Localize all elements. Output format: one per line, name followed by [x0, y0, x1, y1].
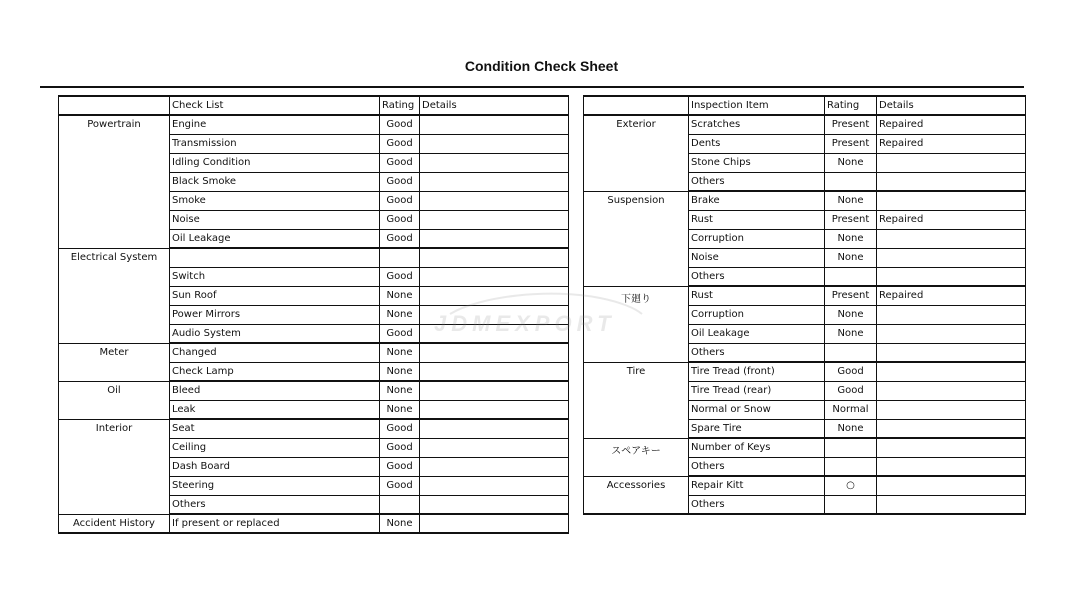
details-cell: [877, 153, 1026, 172]
details-cell: [877, 400, 1026, 419]
table-row: [584, 438, 1026, 457]
table-row: [584, 115, 1026, 134]
rating-cell: Present: [825, 115, 877, 134]
details-cell: [877, 172, 1026, 191]
details-cell: [420, 305, 569, 324]
rating-cell: ○: [825, 476, 877, 495]
details-cell: [877, 248, 1026, 267]
item-cell: Noise: [170, 210, 380, 229]
rating-cell: Good: [825, 381, 877, 400]
details-cell: [877, 381, 1026, 400]
details-cell: [420, 229, 569, 248]
rating-cell: None: [825, 324, 877, 343]
rating-cell: None: [825, 305, 877, 324]
inspection-item-header: Inspection Item: [689, 96, 825, 115]
item-cell: Engine: [170, 115, 380, 134]
watermark-text: JDMEXPORT: [434, 311, 616, 336]
rating-cell: None: [825, 248, 877, 267]
rating-cell: Present: [825, 134, 877, 153]
rating-cell: Good: [380, 153, 420, 172]
item-cell: Switch: [170, 267, 380, 286]
rating-cell: Good: [380, 476, 420, 495]
table-row: [59, 248, 569, 267]
item-cell: Brake: [689, 191, 825, 210]
details-cell: [877, 324, 1026, 343]
details-cell: [420, 267, 569, 286]
rating-header: Rating: [825, 96, 877, 115]
category-cell: スペアキー: [584, 438, 689, 476]
details-cell: [877, 438, 1026, 457]
rating-cell: Good: [380, 134, 420, 153]
rating-cell: Good: [380, 438, 420, 457]
rating-cell: [380, 248, 420, 267]
details-cell: [877, 476, 1026, 495]
item-cell: If present or replaced: [170, 514, 380, 533]
category-cell: Tire: [584, 362, 689, 438]
rating-cell: [825, 267, 877, 286]
item-cell: Rust: [689, 210, 825, 229]
table-row: [59, 343, 569, 362]
details-cell: [420, 400, 569, 419]
details-cell: [877, 191, 1026, 210]
item-cell: Transmission: [170, 134, 380, 153]
item-cell: Sun Roof: [170, 286, 380, 305]
item-cell: Others: [689, 457, 825, 476]
details-header: Details: [420, 96, 569, 115]
rating-cell: [825, 343, 877, 362]
category-cell: Exterior: [584, 115, 689, 191]
details-cell: [420, 286, 569, 305]
rating-cell: Good: [380, 324, 420, 343]
details-cell: [420, 514, 569, 533]
table-row: [59, 514, 569, 533]
details-cell: [420, 419, 569, 438]
table-header-row: [584, 96, 1026, 115]
rating-cell: Good: [380, 172, 420, 191]
details-cell: [420, 248, 569, 267]
rating-cell: [825, 495, 877, 514]
table-row: [59, 381, 569, 400]
rating-cell: None: [825, 419, 877, 438]
details-cell: [877, 419, 1026, 438]
details-cell: Repaired: [877, 286, 1026, 305]
rating-cell: [380, 495, 420, 514]
details-cell: Repaired: [877, 115, 1026, 134]
table-row: [584, 476, 1026, 495]
details-cell: Repaired: [877, 210, 1026, 229]
table-row: [59, 115, 569, 134]
item-cell: Others: [170, 495, 380, 514]
category-cell: Oil: [59, 381, 170, 419]
category-cell: Accident History: [59, 514, 170, 533]
item-cell: Smoke: [170, 191, 380, 210]
item-cell: Others: [689, 495, 825, 514]
details-cell: [420, 457, 569, 476]
item-cell: Leak: [170, 400, 380, 419]
rating-cell: Good: [380, 419, 420, 438]
category-header: [59, 96, 170, 115]
item-cell: Dash Board: [170, 457, 380, 476]
item-cell: Rust: [689, 286, 825, 305]
item-cell: Seat: [170, 419, 380, 438]
details-cell: [420, 191, 569, 210]
category-cell: Meter: [59, 343, 170, 381]
category-cell: Suspension: [584, 191, 689, 286]
details-cell: [420, 324, 569, 343]
table-row: [584, 362, 1026, 381]
category-cell: Powertrain: [59, 115, 170, 248]
item-cell: Stone Chips: [689, 153, 825, 172]
category-cell: Accessories: [584, 476, 689, 514]
category-header: [584, 96, 689, 115]
item-cell: Idling Condition: [170, 153, 380, 172]
item-cell: Tire Tread (front): [689, 362, 825, 381]
details-cell: [877, 457, 1026, 476]
details-cell: [877, 362, 1026, 381]
rating-cell: Good: [380, 267, 420, 286]
details-cell: [877, 267, 1026, 286]
item-cell: Dents: [689, 134, 825, 153]
item-cell: Tire Tread (rear): [689, 381, 825, 400]
details-header: Details: [877, 96, 1026, 115]
rating-cell: None: [380, 286, 420, 305]
rating-cell: Good: [825, 362, 877, 381]
rating-cell: [825, 457, 877, 476]
rating-cell: Normal: [825, 400, 877, 419]
details-cell: [420, 343, 569, 362]
item-cell: Repair Kitt: [689, 476, 825, 495]
item-cell: Others: [689, 343, 825, 362]
item-cell: Oil Leakage: [170, 229, 380, 248]
details-cell: [420, 362, 569, 381]
details-cell: [420, 495, 569, 514]
details-cell: [420, 153, 569, 172]
item-cell: Ceiling: [170, 438, 380, 457]
item-cell: Corruption: [689, 305, 825, 324]
rating-cell: Present: [825, 210, 877, 229]
rating-cell: Good: [380, 229, 420, 248]
rating-cell: None: [380, 400, 420, 419]
item-cell: Noise: [689, 248, 825, 267]
item-cell: Changed: [170, 343, 380, 362]
item-cell: Power Mirrors: [170, 305, 380, 324]
item-cell: Oil Leakage: [689, 324, 825, 343]
rating-cell: None: [380, 343, 420, 362]
details-cell: Repaired: [877, 134, 1026, 153]
rating-cell: Good: [380, 115, 420, 134]
check-list-header: Check List: [170, 96, 380, 115]
details-cell: [420, 381, 569, 400]
category-cell: 下廻り: [584, 286, 689, 362]
inspection-item-table: [583, 95, 1026, 515]
table-row: [584, 286, 1026, 305]
item-cell: Black Smoke: [170, 172, 380, 191]
item-cell: Corruption: [689, 229, 825, 248]
item-cell: Audio System: [170, 324, 380, 343]
item-cell: Others: [689, 267, 825, 286]
item-cell: Scratches: [689, 115, 825, 134]
details-cell: [877, 229, 1026, 248]
item-cell: Bleed: [170, 381, 380, 400]
rating-cell: Good: [380, 191, 420, 210]
details-cell: [877, 343, 1026, 362]
page-title: Condition Check Sheet: [464, 58, 619, 74]
table-header-row: [59, 96, 569, 115]
rating-cell: Good: [380, 457, 420, 476]
category-cell: Electrical System: [59, 248, 170, 343]
rating-cell: [825, 172, 877, 191]
rating-cell: None: [380, 362, 420, 381]
rating-cell: [825, 438, 877, 457]
details-cell: [420, 476, 569, 495]
details-cell: [877, 305, 1026, 324]
item-cell: Normal or Snow: [689, 400, 825, 419]
item-cell: Spare Tire: [689, 419, 825, 438]
rating-cell: None: [825, 191, 877, 210]
rating-cell: Present: [825, 286, 877, 305]
rating-cell: None: [825, 153, 877, 172]
details-cell: [420, 134, 569, 153]
rating-cell: None: [380, 381, 420, 400]
details-cell: [420, 172, 569, 191]
details-cell: [877, 495, 1026, 514]
item-cell: Others: [689, 172, 825, 191]
item-cell: Steering: [170, 476, 380, 495]
rating-cell: None: [825, 229, 877, 248]
category-cell: Interior: [59, 419, 170, 514]
table-row: [584, 191, 1026, 210]
details-cell: [420, 210, 569, 229]
item-cell: [170, 248, 380, 267]
details-cell: [420, 438, 569, 457]
rating-header: Rating: [380, 96, 420, 115]
item-cell: Check Lamp: [170, 362, 380, 381]
rating-cell: None: [380, 305, 420, 324]
check-list-table: [58, 95, 569, 534]
rating-cell: Good: [380, 210, 420, 229]
details-cell: [420, 115, 569, 134]
item-cell: Number of Keys: [689, 438, 825, 457]
table-row: [59, 419, 569, 438]
rating-cell: None: [380, 514, 420, 533]
title-divider: [40, 86, 1024, 88]
